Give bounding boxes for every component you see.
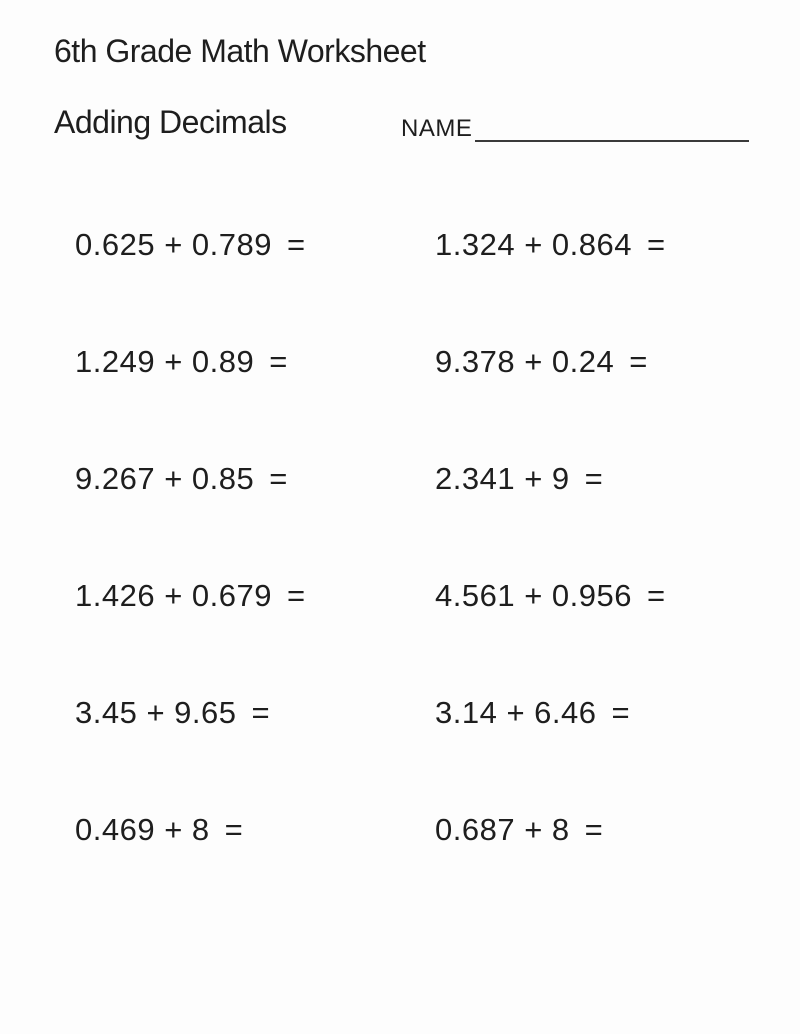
problem-expression: 2.341 + 9 bbox=[435, 460, 570, 496]
equals-sign: = bbox=[584, 460, 604, 496]
problem-expression: 9.378 + 0.24 bbox=[435, 343, 615, 379]
page-title: 6th Grade Math Worksheet bbox=[54, 33, 426, 69]
problem-expression: 9.267 + 0.85 bbox=[75, 460, 255, 496]
equals-sign: = bbox=[646, 226, 666, 262]
problem-8 bbox=[435, 578, 666, 614]
problem-9 bbox=[75, 695, 435, 731]
equals-sign: = bbox=[269, 343, 288, 379]
problem-1 bbox=[75, 227, 435, 263]
problem-3 bbox=[75, 344, 435, 380]
worksheet-subtitle: Adding Decimals bbox=[54, 104, 287, 140]
problem-expression: 0.687 + 8 bbox=[435, 811, 570, 847]
equals-sign: = bbox=[646, 577, 666, 613]
problem-7 bbox=[75, 578, 435, 614]
problem-5 bbox=[75, 461, 435, 497]
problem-expression: 3.45 + 9.65 bbox=[75, 694, 237, 730]
equals-sign: = bbox=[286, 226, 306, 262]
problem-expression: 3.14 + 6.46 bbox=[435, 694, 597, 730]
name-row bbox=[401, 116, 749, 142]
problem-2 bbox=[435, 227, 666, 263]
problem-10 bbox=[435, 695, 666, 731]
equals-sign: = bbox=[584, 811, 604, 847]
equals-sign: = bbox=[611, 694, 631, 730]
problem-expression: 0.469 + 8 bbox=[75, 811, 210, 847]
problem-4 bbox=[435, 344, 666, 380]
problem-12 bbox=[435, 812, 666, 848]
problem-expression: 1.249 + 0.89 bbox=[75, 343, 255, 379]
problem-expression: 4.561 + 0.956 bbox=[435, 577, 632, 613]
problem-11 bbox=[75, 812, 435, 848]
name-blank-line bbox=[475, 118, 749, 142]
equals-sign: = bbox=[269, 460, 288, 496]
problems-grid bbox=[75, 186, 666, 888]
equals-sign: = bbox=[251, 694, 271, 730]
problem-expression: 0.625 + 0.789 bbox=[75, 226, 272, 262]
equals-sign: = bbox=[286, 577, 306, 613]
equals-sign: = bbox=[224, 811, 244, 847]
name-label: NAME bbox=[401, 115, 473, 142]
problem-expression: 1.426 + 0.679 bbox=[75, 577, 272, 613]
problem-expression: 1.324 + 0.864 bbox=[435, 226, 632, 262]
problem-6 bbox=[435, 461, 666, 497]
equals-sign: = bbox=[629, 343, 648, 379]
